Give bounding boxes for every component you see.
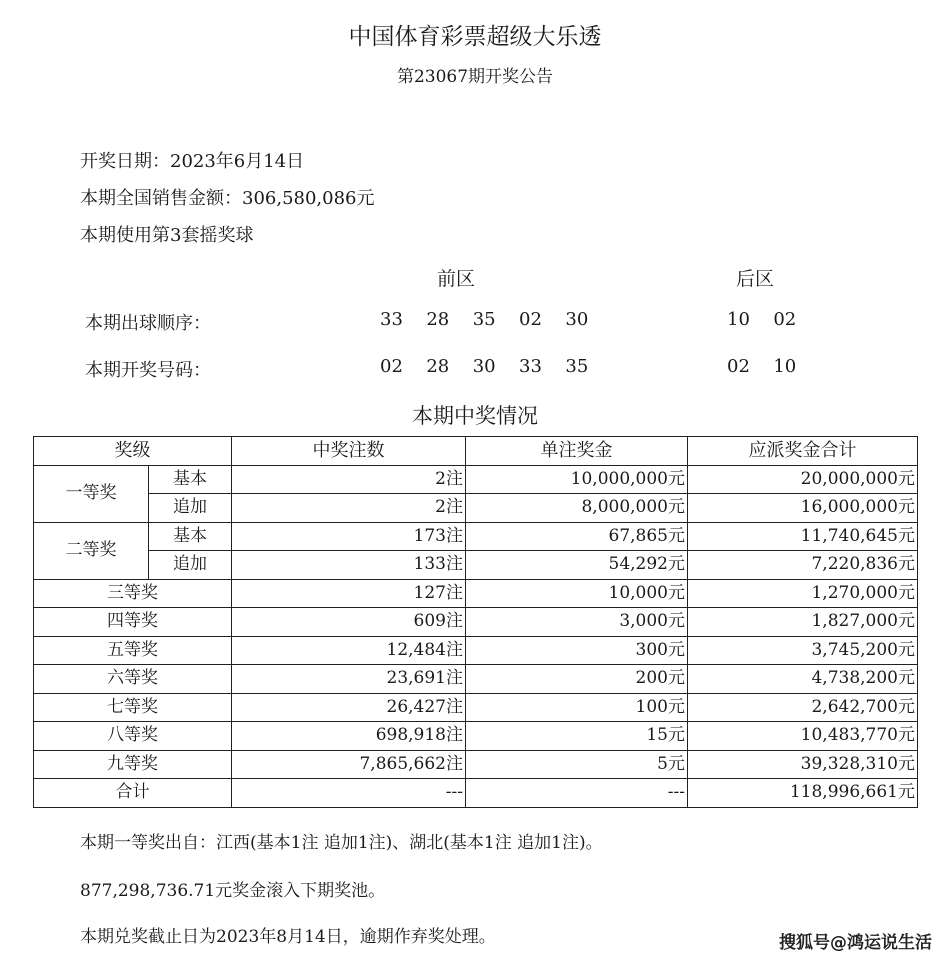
grand-total: 118,996,661元 [688, 779, 918, 808]
prize-level: 六等奖 [34, 665, 232, 694]
front-zone-header: 前区 [437, 268, 476, 290]
prize-level: 九等奖 [34, 750, 232, 779]
sales-amount: 本期全国销售金额：306,580,086元 [80, 188, 375, 209]
header-total-prize: 应派奖金合计 [688, 437, 918, 466]
total-unit: --- [466, 779, 688, 808]
winner-count: 7,865,662注 [232, 750, 466, 779]
total-prize: 3,745,200元 [688, 636, 918, 665]
winner-count: 2注 [232, 465, 466, 494]
unit-prize: 10,000元 [466, 579, 688, 608]
table-row [34, 608, 918, 637]
ball-set-note: 本期使用第3套摇奖球 [80, 225, 254, 246]
winner-count: 133注 [232, 551, 466, 580]
winner-count: 23,691注 [232, 665, 466, 694]
sub-type: 追加 [149, 494, 232, 523]
total-prize: 11,740,645元 [688, 522, 918, 551]
unit-prize: 100元 [466, 693, 688, 722]
total-row [34, 779, 918, 808]
prize-level: 七等奖 [34, 693, 232, 722]
prize-section-title: 本期中奖情况 [412, 404, 538, 428]
issue-subtitle: 第23067期开奖公告 [396, 67, 554, 87]
prize-level: 五等奖 [34, 636, 232, 665]
draw-date: 开奖日期：2023年6月14日 [80, 151, 305, 172]
unit-prize: 3,000元 [466, 608, 688, 637]
draw-order-back: 10 02 [727, 309, 797, 330]
prize-table [33, 436, 918, 808]
total-prize: 1,270,000元 [688, 579, 918, 608]
unit-prize: 8,000,000元 [466, 494, 688, 523]
unit-prize: 15元 [466, 722, 688, 751]
table-row [34, 551, 918, 580]
prize-level: 三等奖 [34, 579, 232, 608]
table-row [34, 722, 918, 751]
table-row [34, 750, 918, 779]
first-prize-origin: 本期一等奖出自：江西(基本1注 追加1注)、湖北(基本1注 追加1注)。 [80, 833, 603, 853]
header-level: 奖级 [34, 437, 232, 466]
winning-numbers-front: 02 28 30 33 35 [380, 356, 589, 377]
table-row [34, 522, 918, 551]
table-row [34, 465, 918, 494]
prize-level: 四等奖 [34, 608, 232, 637]
unit-prize: 67,865元 [466, 522, 688, 551]
draw-order-label: 本期出球顺序： [85, 313, 211, 334]
winning-numbers-back: 02 10 [727, 356, 797, 377]
unit-prize: 200元 [466, 665, 688, 694]
table-row [34, 579, 918, 608]
winner-count: 26,427注 [232, 693, 466, 722]
header-unit-prize: 单注奖金 [466, 437, 688, 466]
total-prize: 20,000,000元 [688, 465, 918, 494]
winner-count: 609注 [232, 608, 466, 637]
winning-numbers-label: 本期开奖号码： [85, 360, 211, 381]
table-row [34, 665, 918, 694]
unit-prize: 54,292元 [466, 551, 688, 580]
table-header-row [34, 437, 918, 466]
back-zone-header: 后区 [736, 268, 775, 290]
table-row [34, 693, 918, 722]
winner-count: 2注 [232, 494, 466, 523]
winner-count: 12,484注 [232, 636, 466, 665]
total-label: 合计 [34, 779, 232, 808]
total-prize: 4,738,200元 [688, 665, 918, 694]
jackpot-rollover: 877,298,736.71元奖金滚入下期奖池。 [80, 881, 386, 901]
draw-order-front: 33 28 35 02 30 [380, 309, 589, 330]
sub-type: 追加 [149, 551, 232, 580]
total-count: --- [232, 779, 466, 808]
table-row [34, 636, 918, 665]
total-prize: 39,328,310元 [688, 750, 918, 779]
winner-count: 173注 [232, 522, 466, 551]
prize-level: 八等奖 [34, 722, 232, 751]
sub-type: 基本 [149, 522, 232, 551]
second-prize-level: 二等奖 [34, 522, 149, 579]
sub-type: 基本 [149, 465, 232, 494]
announcement-title: 中国体育彩票超级大乐透 [348, 24, 602, 50]
winner-count: 127注 [232, 579, 466, 608]
unit-prize: 10,000,000元 [466, 465, 688, 494]
total-prize: 10,483,770元 [688, 722, 918, 751]
unit-prize: 300元 [466, 636, 688, 665]
claim-deadline: 本期兑奖截止日为2023年8月14日，逾期作弃奖处理。 [80, 927, 496, 947]
first-prize-level: 一等奖 [34, 465, 149, 522]
winner-count: 698,918注 [232, 722, 466, 751]
source-watermark: 搜狐号@鸿运说生活 [779, 933, 932, 953]
total-prize: 7,220,836元 [688, 551, 918, 580]
total-prize: 16,000,000元 [688, 494, 918, 523]
unit-prize: 5元 [466, 750, 688, 779]
header-count: 中奖注数 [232, 437, 466, 466]
table-row [34, 494, 918, 523]
total-prize: 2,642,700元 [688, 693, 918, 722]
total-prize: 1,827,000元 [688, 608, 918, 637]
